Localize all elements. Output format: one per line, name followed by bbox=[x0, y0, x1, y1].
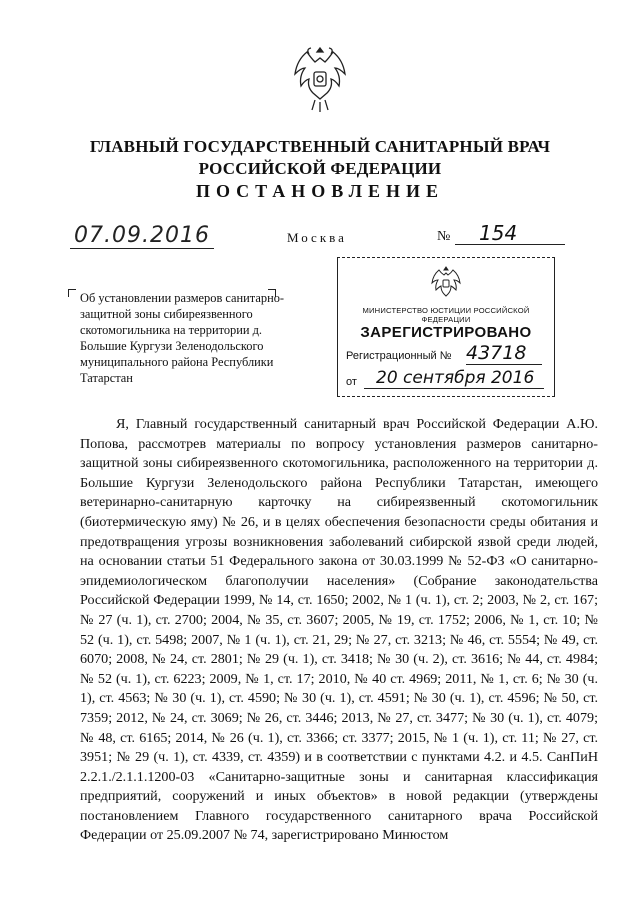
stamp-from-date-text: 20 сентября 2016 bbox=[376, 368, 535, 388]
document-type-title: ПОСТАНОВЛЕНИЕ bbox=[195, 181, 445, 201]
document-number-label: № bbox=[437, 229, 451, 244]
stamp-ministry: МИНИСТЕРСТВО ЮСТИЦИИ РОССИЙСКОЙ ФЕДЕРАЦИИ bbox=[362, 306, 530, 324]
issuer-heading bbox=[60, 136, 580, 180]
stamp-from-label: от bbox=[346, 376, 357, 388]
document-number: 154 bbox=[455, 222, 565, 245]
document-body bbox=[80, 415, 598, 846]
document-city: Москва bbox=[287, 230, 347, 245]
document-subject: Об установлении размеров санитарно-защитной зоны сибиреязвенного скотомогильника на территории д. Большие Кургузи Зеленодольского муниципального района Республики Татарстан bbox=[80, 291, 285, 385]
document-date: 07.09.2016 bbox=[70, 224, 214, 249]
issuer-line-2: РОССИЙСКОЙ ФЕДЕРАЦИИ bbox=[198, 159, 442, 178]
registration-stamp bbox=[337, 257, 555, 397]
stamp-reg-label: Регистрационный № bbox=[346, 350, 452, 362]
stamp-registered: ЗАРЕГИСТРИРОВАНО bbox=[360, 324, 532, 341]
issuer-line-1: ГЛАВНЫЙ ГОСУДАРСТВЕННЫЙ САНИТАРНЫЙ ВРАЧ bbox=[89, 137, 551, 156]
body-paragraph: Я, Главный государственный санитарный врач Российской Федерации А.Ю. Попова, рассмотрев материалы по вопросу установления размеров санитарно-защитной зоны сибиреязвенного скотомогильника, расположенного на территории д. Большие Кургузи Зеленодольского района Республики Татарстан, имеющего ветеринарно-санитарную карточку на сибиреязвенный скотомогильник (биотермическую яму) № 26, и в целях обеспечения безопасности среды обитания и предотвращения угрозы возникновения заболеваний сибирской язвой среди людей, на основании статьи 51 Федерального закона от 30.03.1999 № 52-ФЗ «О санитарно-эпидемиологическом благополучии населения» (Собрание законодательства Российской Федерации 1999, № 14, ст. 1650; 2002, № 1 (ч. 1), ст. 2; 2003, № 2, ст. 167; № 27 (ч. 1), ст. 2700; 2004, № 35, ст. 3607; 2005, № 19, ст. 1752; 2006, № 1, ст. 10; № 52 (ч. 1), ст. 5498; 2007, № 1 (ч. 1), ст. 21, 29; № 27, ст. 3213; № 46, ст. 5554; № 49, ст. 6070; 2008, № 24, ст. 2801; № 29 (ч. 1), ст. 3418; № 30 (ч. 2), ст. 3616; № 44, ст. 4984; № 52 (ч. 1), ст. 6223; 2009, № 1, ст. 17; 2010, № 40 ст. 4969; 2011, № 1, ст. 6; № 30 (ч. 1), ст. 4563; № 30 (ч. 1), ст. 4590; № 30 (ч. 1), ст. 4591; № 30 (ч. 1), ст. 4596; № 50, ст. 7359; 2012, № 24, ст. 3069; № 26, ст. 3446; 2013, № 27, ст. 3477; № 30 (ч. 1), ст. 4079; № 48, ст. 6165; 2014, № 26 (ч. 1), ст. 3366; ст. 3377; 2015, № 1 (ч. 1), ст. 11; № 27, ст. 3951; № 29 (ч. 1), ст. 4339, ст. 4359) и в соответствии с пунктами 4.2. и 4.5. СанПиН 2.2.1./2.1.1.1200-03 «Санитарно-защитные зоны и санитарная классификация предприятий, сооружений и иных объектов» в новой редакции (утверждены постановлением Главного государственного санитарного врача Российской Федерации от 25.09.2007 № 74, зарегистрировано Минюстом bbox=[80, 416, 598, 844]
stamp-eagle-seal-icon bbox=[429, 264, 463, 298]
stamp-from-date bbox=[364, 368, 544, 389]
subject-bracket-left bbox=[68, 289, 76, 297]
stamp-reg-number: 43718 bbox=[466, 342, 542, 365]
coat-of-arms-emblem-icon bbox=[285, 42, 355, 116]
